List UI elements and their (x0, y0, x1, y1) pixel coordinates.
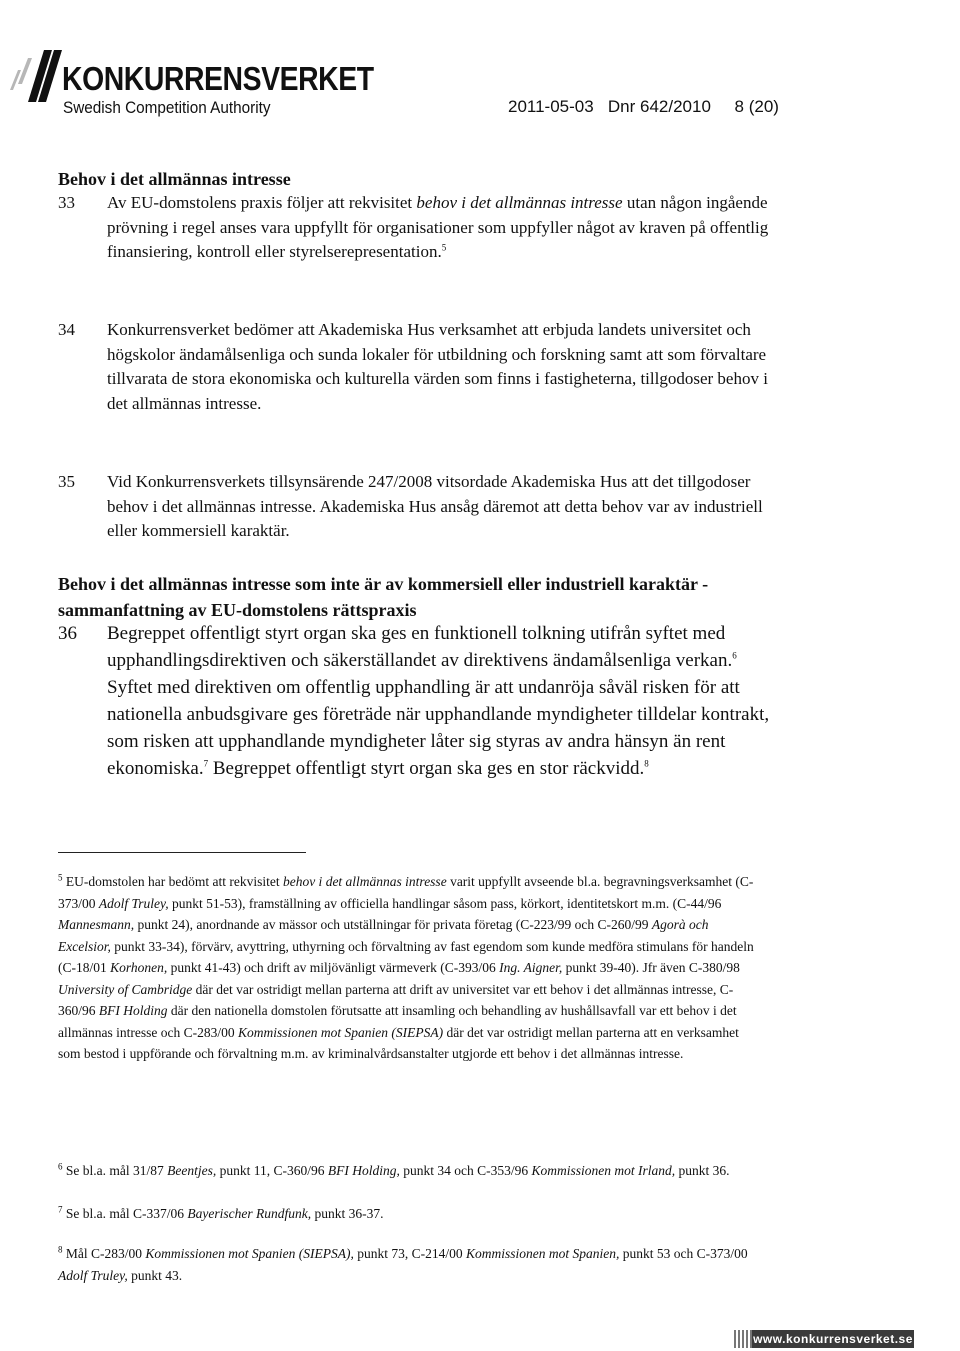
section-heading-public-interest: Behov i det allmännas intresse (58, 169, 291, 189)
footnote-ref[interactable]: 5 (441, 242, 447, 253)
footnote-6: $^6$ Se bl.a. mål 31/87 Beentjes, punkt 11, C-360/96 BFI Holding, punkt 34 och C-353/96 Kommissionen mot Irland, punkt 36. (58, 1161, 730, 1178)
paragraph-35 (58, 470, 778, 544)
organization-name: KONKURRENSVERKET (62, 60, 374, 97)
diary-number: Dnr 642/2010 (607, 97, 711, 116)
paragraph-33 (58, 191, 778, 265)
footnote-5: $^5$ EU-domstolen har bedömt att rekvisitet behov i det allmännas intresse varit uppfyllt avseende bl.a. begravningsverksamhet (C-373/00 Adolf Truley, punkt 51-53), framställning av officiella handlingar såsom pass, körkort, identitetskort m.m. (C-44/96 Mannesmann, punkt 24), anordnande av mässor och utställningar för privata företag (C-223/99 och C-260/99 Agorà och Excelsior, punkt 33-34), förvärv, avyttring, uthyrning och förvaltning av fast egendom som kunde medföra stimulans för handeln (C-18/01 Korhonen, punkt 41-43) och drift av miljövänligt värmeverk (C-393/06 Ing. Aigner, punkt 39-40). Jfr även C-380/98 University of Cambridge där det var ostridigt mellan parterna att drift av universitet var ett behov i det allmännas intresse, C-360/96 BFI Holding där den nationella domstolen förutsatte att insamling och behandling av hushållsavfall var ett behov i det allmännas intresse och C-283/00 Kommissionen mot Spanien (SIEPSA) där det var ostridigt mellan parterna att en verksamhet som bestod i uppförande och förvaltning m.m. av kriminalvårdsanstalter utgjorde ett behov i det allmännas intresse. (58, 872, 754, 1061)
paragraph-text: Vid Konkurrensverkets tillsynsärende 247/2008 vitsordade Akademiska Hus att det tillgodoser behov i det allmännas intresse. Akademiska Hus ansåg däremot att detta behov var av industriell eller kommersiell karaktär. (107, 472, 763, 540)
paragraph-number: 36 (58, 623, 77, 644)
section-heading-summary: Behov i det allmännas intresse som inte är av kommersiell eller industriell karaktär - sammanfattning av EU-domstolens rättspraxis (58, 574, 709, 620)
footnote-ref[interactable]: 7 (203, 758, 209, 769)
organization-subtitle: Swedish Competition Authority (63, 98, 271, 117)
paragraph-number: 34 (58, 320, 75, 339)
paragraph-text: Konkurrensverket bedömer att Akademiska Hus verksamhet att erbjuda landets universitet och högskolor ändamålsenliga och sunda lokaler för utbildning och forskning samt att som förvaltare tillvarata de stora ekonomiska och kulturella värden som finns i fastigheterna, tillgodoser behov i det allmännas intresse. (107, 320, 768, 413)
footnote-divider (58, 852, 306, 853)
document-meta (508, 97, 779, 117)
paragraph-text: Av EU-domstolens praxis följer att rekvisitet behov i det allmännas intresse utan någon ingående prövning i regel anses vara uppfyllt för organisationer som uppfyller något av kraven på offentlig finansiering, kontroll eller styrelserepresentation.$^5$ (107, 193, 769, 261)
footnote-ref[interactable]: 6 (732, 650, 737, 661)
badge-decoration (734, 1330, 752, 1348)
paragraph-36 (58, 620, 778, 782)
page-number: 8 (20) (734, 97, 779, 116)
paragraph-number: 35 (58, 472, 75, 491)
paragraph-number: 33 (58, 193, 75, 212)
paragraph-text: Begreppet offentligt styrt organ ska ges en funktionell tolkning utifrån syftet med upphandlingsdirektiven och säkerställandet av direktivens ändamålsenliga verkan.$^6$ Syftet med direktiven om offentlig upphandling är att undanröja såväl risken för att nationella anbudsgivare ges företräde när upphandlande myndigheter tilldelar kontrakt, som risken att upphandlande myndigheter låter sig styras av andra hänsyn än rent ekonomiska.$^7$ Begreppet offentligt styrt organ ska ges en stor räckvidd.$^8$ (107, 623, 770, 779)
konkurrensverket-logo-icon (6, 44, 64, 102)
footnote-7: $^7$ Se bl.a. mål C-337/06 Bayerischer Rundfunk, punkt 36-37. (58, 1204, 384, 1221)
footnote-ref[interactable]: 8 (644, 758, 649, 769)
paragraph-34 (58, 318, 778, 416)
website-link[interactable]: www.konkurrensverket.se (753, 1332, 913, 1346)
document-date: 2011-05-03 (508, 97, 594, 116)
footnote-8: $^8$ Mål C-283/00 Kommissionen mot Spanien (SIEPSA), punkt 73, C-214/00 Kommissionen mot Spanien, punkt 53 och C-373/00 Adolf Truley, punkt 43. (58, 1244, 748, 1283)
